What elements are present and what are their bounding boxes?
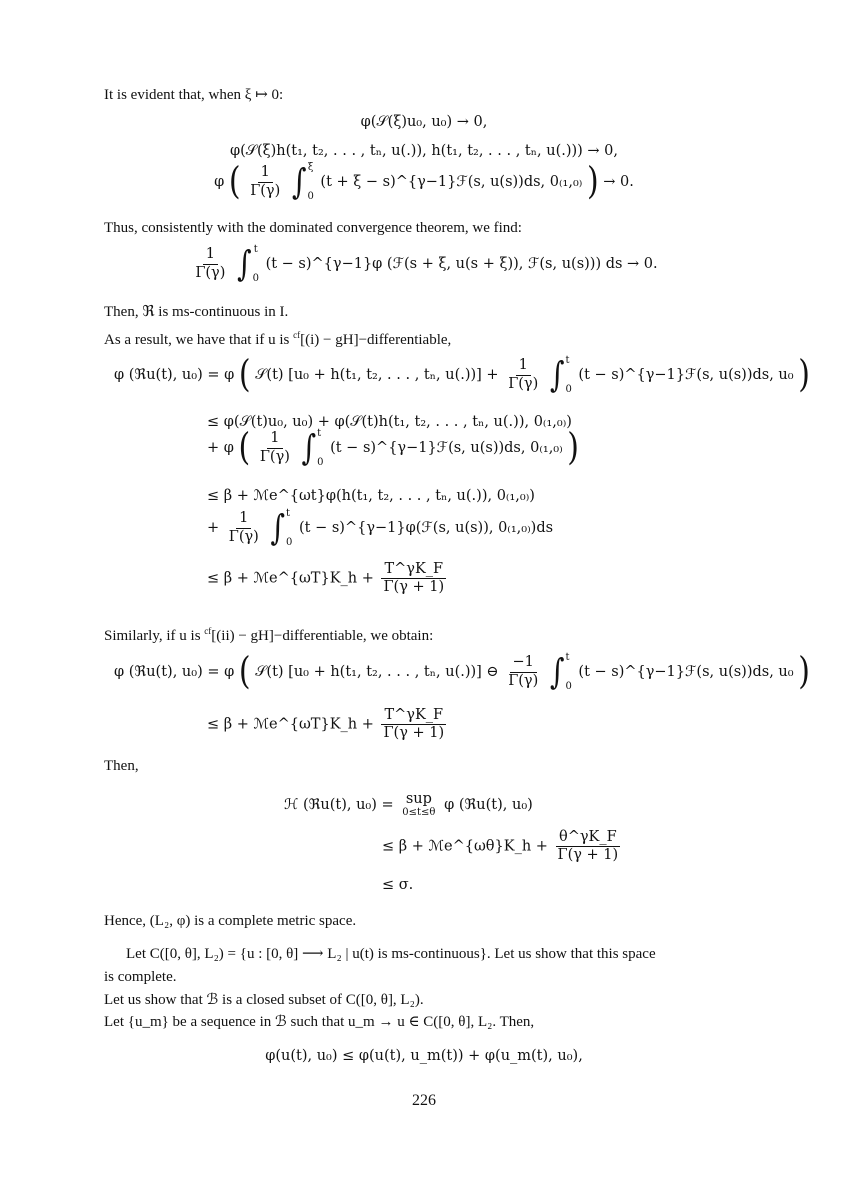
text-line: Thus, consistently with the dominated convergence theorem, we find: — [104, 220, 522, 236]
equation-line — [207, 425, 580, 470]
equation-line — [207, 508, 553, 548]
integral-limits — [317, 428, 323, 468]
eq-term: ≤ β + ℳe^{ωT}K_h + — [207, 570, 374, 587]
integral-sign: ∫ — [549, 650, 565, 692]
equation: φ(u(t), u₀) ≤ φ(u(t), u_m(t)) + φ(u_m(t), u₀), — [265, 1048, 583, 1064]
left-paren: ( — [238, 352, 251, 397]
right-paren: ) — [567, 425, 580, 470]
integral-sign: ∫ — [301, 426, 317, 468]
eq-lhs: φ (ℜu(t), u₀) = φ — [114, 367, 235, 383]
equation — [0, 244, 848, 284]
left-paren: ( — [238, 649, 251, 694]
left-paren: ( — [228, 159, 241, 204]
fraction — [247, 165, 283, 198]
integral — [550, 355, 572, 395]
eq-term: 𝒮(t) [u₀ + h(t₁, t₂, . . . , tₙ, u(.))] + — [255, 367, 499, 383]
right-paren: ) — [798, 352, 810, 397]
equation: φ(𝒮(ξ)h(t₁, t₂, . . . , tₙ, u(.)), h(t₁, t₂, . . . , tₙ, u(.))) → 0, — [229, 143, 619, 159]
fraction — [380, 708, 447, 741]
right-paren: ) — [586, 159, 599, 204]
text-line — [104, 326, 451, 349]
integral-sign: ∫ — [291, 160, 307, 202]
sup-operator — [402, 792, 435, 818]
sup-label: sup — [405, 791, 432, 807]
numerator: −1 — [510, 655, 537, 672]
text-line: It is evident that, when ξ ↦ 0: — [104, 87, 284, 103]
equation-line — [207, 708, 449, 741]
text-line: Let {u_m} be a sequence in ℬ such that u_m → u ∈ C([0, θ], L₂. Then, — [104, 1014, 535, 1030]
lower-limit: 0 — [565, 681, 572, 692]
text-fragment: Similarly, if u is — [104, 628, 205, 644]
numerator: 1 — [236, 511, 251, 528]
text-line: Let C([0, θ], L₂) = {u : [0, θ] ⟶ L₂ | u(t) is ms-continuous}. Let us show that this space — [126, 946, 656, 962]
eq-symbol: + φ — [207, 440, 234, 456]
equation-line — [114, 352, 810, 397]
eq-lhs: φ (ℜu(t), u₀) = φ — [114, 664, 235, 680]
fraction — [257, 431, 293, 464]
integral-sign: ∫ — [549, 353, 565, 395]
upper-limit: ξ — [307, 162, 314, 173]
eq-term: ≤ β + ℳe^{ωθ}K_h + — [382, 838, 548, 855]
equation-line: ≤ φ(𝒮(t)u₀, u₀) + φ(𝒮(t)h(t₁, t₂, . . . , tₙ, u(.)), 0₍₁,₀₎) — [207, 414, 572, 430]
upper-limit: t — [253, 244, 258, 255]
eq-term: ≤ β + ℳe^{ωT}K_h + — [207, 716, 374, 733]
numerator: θ^γK_F — [556, 830, 620, 847]
equation-line: ≤ σ. — [382, 877, 414, 893]
integrand: (t − s)^{γ−1}ℱ(s, u(s))ds, u₀ — [578, 664, 794, 680]
integral-limits — [307, 162, 313, 202]
superscript: cf — [204, 626, 212, 636]
equation-line — [284, 792, 533, 818]
equation-line: ≤ β + ℳe^{ωt}φ(h(t₁, t₂, . . . , tₙ, u(.)), 0₍₁,₀₎) — [207, 488, 535, 504]
integral — [302, 428, 324, 468]
text-line — [104, 622, 433, 645]
right-paren: ) — [798, 649, 810, 694]
upper-limit: t — [286, 508, 291, 519]
fraction — [505, 358, 541, 391]
denominator: Γ(γ) — [228, 528, 259, 545]
lower-limit: 0 — [565, 384, 572, 395]
numerator: 1 — [203, 247, 218, 264]
numerator: T^γK_F — [381, 708, 446, 725]
equation-line — [382, 830, 623, 863]
text-fragment: [(ii) − gH]−differentiable, we obtain: — [211, 628, 434, 644]
denominator: Γ(γ) — [250, 182, 281, 199]
text-line: Hence, (L₂, φ) is a complete metric space. — [104, 913, 357, 929]
text-line: is complete. — [104, 969, 177, 985]
fraction — [555, 830, 622, 863]
eq-symbol: φ — [214, 174, 225, 190]
fraction — [380, 562, 447, 595]
equation: φ(𝒮(ξ)u₀, u₀) → 0, — [360, 114, 488, 130]
denominator: Γ(γ) — [195, 264, 226, 281]
integral-limits — [565, 355, 571, 395]
text-fragment: [(i) − gH]−differentiable, — [300, 332, 452, 348]
lower-limit: 0 — [307, 191, 314, 202]
denominator: Γ(γ + 1) — [383, 579, 445, 596]
integral-limits — [565, 652, 571, 692]
integrand: (t + ξ − s)^{γ−1}ℱ(s, u(s))ds, 0₍₁,₀₎ — [320, 174, 583, 190]
text-fragment: As a result, we have that if u is — [104, 332, 294, 348]
fraction — [505, 655, 541, 688]
eq-symbol: + — [207, 520, 220, 536]
numerator: 1 — [258, 165, 273, 182]
integrand: (t − s)^{γ−1}φ (ℱ(s + ξ, u(s + ξ)), ℱ(s, u(s))) ds → 0. — [265, 256, 658, 272]
fraction — [226, 511, 262, 544]
fraction — [192, 247, 228, 280]
eq-term: φ (ℜu(t), u₀) — [444, 796, 533, 813]
denominator: Γ(γ + 1) — [557, 847, 619, 864]
denominator: Γ(γ) — [259, 448, 290, 465]
equation-line — [114, 649, 810, 694]
integral-sign: ∫ — [237, 242, 252, 284]
lower-limit: 0 — [252, 273, 259, 284]
lower-limit: 0 — [286, 537, 293, 548]
integral — [550, 652, 572, 692]
denominator: Γ(γ + 1) — [383, 725, 445, 742]
equation-line — [207, 562, 449, 595]
numerator: 1 — [267, 431, 282, 448]
eq-tail: → 0. — [603, 174, 634, 190]
eq-term: 𝒮(t) [u₀ + h(t₁, t₂, . . . , tₙ, u(.))] ⊖ — [255, 664, 499, 680]
upper-limit: t — [565, 652, 570, 663]
integral — [270, 508, 292, 548]
denominator: Γ(γ) — [508, 375, 539, 392]
integrand: (t − s)^{γ−1}φ(ℱ(s, u(s)), 0₍₁,₀₎)ds — [299, 520, 554, 536]
denominator: Γ(γ) — [508, 672, 539, 689]
integrand: (t − s)^{γ−1}ℱ(s, u(s))ds, 0₍₁,₀₎ — [330, 440, 563, 456]
integral-limits — [253, 244, 259, 284]
integral-limits — [286, 508, 292, 548]
text-line: Let us show that ℬ is a closed subset of C([0, θ], L₂). — [104, 992, 424, 1008]
lower-limit: 0 — [317, 457, 324, 468]
integral — [237, 244, 259, 284]
integrand: (t − s)^{γ−1}ℱ(s, u(s))ds, u₀ — [578, 367, 794, 383]
text-line: Then, — [104, 758, 139, 774]
numerator: T^γK_F — [381, 562, 446, 579]
integral-sign: ∫ — [270, 506, 286, 548]
page-number: 226 — [412, 1092, 436, 1109]
left-paren: ( — [238, 425, 251, 470]
upper-limit: t — [317, 428, 322, 439]
eq-lhs: ℋ (ℜu(t), u₀) = — [284, 796, 394, 813]
sup-subscript: 0≤t≤θ — [402, 806, 436, 818]
upper-limit: t — [565, 355, 570, 366]
text-line: Then, ℜ is ms-continuous in I. — [104, 304, 289, 320]
integral — [292, 162, 314, 202]
numerator: 1 — [516, 358, 531, 375]
equation — [0, 159, 848, 204]
superscript: cf — [293, 330, 301, 340]
